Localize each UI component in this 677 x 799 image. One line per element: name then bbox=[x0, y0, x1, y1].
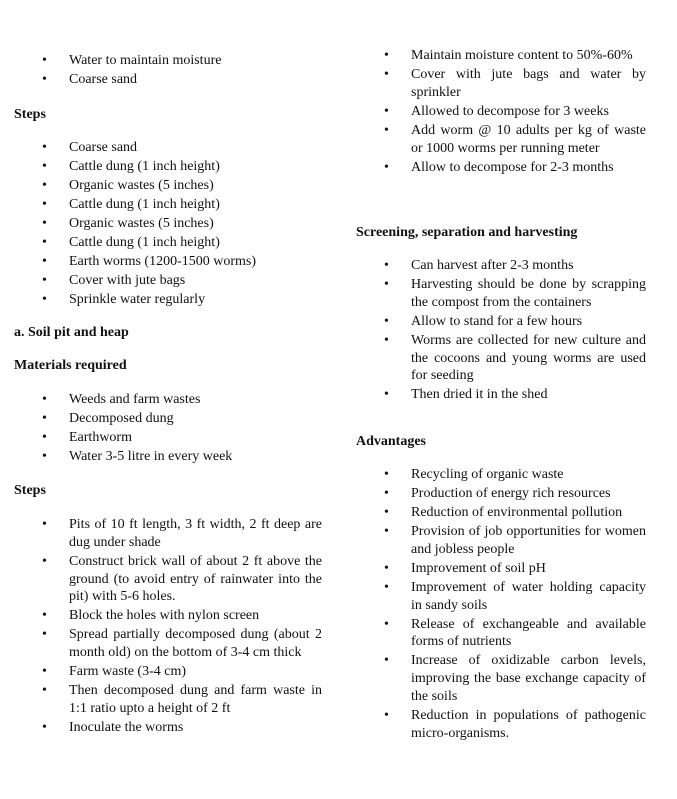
list-item: • Allow to decompose for 2-3 months bbox=[356, 159, 646, 177]
list-item: • Then dried it in the shed bbox=[356, 386, 646, 404]
list-item: • Earth worms (1200-1500 worms) bbox=[14, 253, 322, 271]
list-item: • Organic wastes (5 inches) bbox=[14, 177, 322, 195]
list-item: • Recycling of organic waste bbox=[356, 466, 646, 484]
list-item: • Cover with jute bags and water by sprinkler bbox=[356, 66, 646, 102]
list-item: • Inoculate the worms bbox=[14, 719, 322, 737]
list-item: • Coarse sand bbox=[14, 139, 322, 157]
list-item: • Improvement of water holding capacity in sandy soils bbox=[356, 579, 646, 615]
list-item: • Spread partially decomposed dung (about 2 month old) on the bottom of 3-4 cm thick bbox=[14, 626, 322, 662]
bullet-list bbox=[14, 139, 322, 310]
list-item: • Worms are collected for new culture and the cocoons and young worms are used for seeding bbox=[356, 332, 646, 385]
list-item: • Water to maintain moisture bbox=[14, 52, 322, 70]
bullet-list bbox=[14, 391, 322, 467]
list-item: • Allow to stand for a few hours bbox=[356, 313, 646, 331]
list-item: • Can harvest after 2-3 months bbox=[356, 257, 646, 275]
bullet-list bbox=[356, 466, 646, 744]
list-item: • Cattle dung (1 inch height) bbox=[14, 158, 322, 176]
heading-materials: Materials required bbox=[14, 358, 127, 373]
list-item: • Cover with jute bags bbox=[14, 272, 322, 290]
list-item: • Increase of oxidizable carbon levels, improving the base exchange capacity of the soils bbox=[356, 652, 646, 705]
list-item: • Provision of job opportunities for women and jobless people bbox=[356, 523, 646, 559]
list-item: • Reduction of environmental pollution bbox=[356, 504, 646, 522]
list-item: • Cattle dung (1 inch height) bbox=[14, 234, 322, 252]
bullet-list bbox=[356, 47, 646, 178]
list-item: • Then decomposed dung and farm waste in 1:1 ratio upto a height of 2 ft bbox=[14, 682, 322, 718]
heading-advantages: Advantages bbox=[356, 434, 427, 449]
bullet-list bbox=[14, 52, 322, 90]
list-item: • Sprinkle water regularly bbox=[14, 291, 322, 309]
list-item: • Weeds and farm wastes bbox=[14, 391, 322, 409]
heading-steps: Steps bbox=[14, 107, 46, 122]
list-item: • Cattle dung (1 inch height) bbox=[14, 196, 322, 214]
heading-steps: Steps bbox=[14, 483, 46, 498]
list-item: • Organic wastes (5 inches) bbox=[14, 215, 322, 233]
list-item: • Decomposed dung bbox=[14, 410, 322, 428]
list-item: • Earthworm bbox=[14, 429, 322, 447]
list-item: • Harvesting should be done by scrapping the compost from the containers bbox=[356, 276, 646, 312]
heading-screening: Screening, separation and harvesting bbox=[356, 225, 578, 240]
bullet-list bbox=[14, 516, 322, 738]
list-item: • Improvement of soil pH bbox=[356, 560, 646, 578]
list-item: • Water 3-5 litre in every week bbox=[14, 448, 322, 466]
list-item: • Pits of 10 ft length, 3 ft width, 2 ft deep are dug under shade bbox=[14, 516, 322, 552]
list-item: • Block the holes with nylon screen bbox=[14, 607, 322, 625]
list-item: • Production of energy rich resources bbox=[356, 485, 646, 503]
list-item: • Construct brick wall of about 2 ft above the ground (to avoid entry of rainwater into the pit) with 5-6 holes. bbox=[14, 553, 322, 606]
list-item: • Coarse sand bbox=[14, 71, 322, 89]
list-item: • Release of exchangeable and available forms of nutrients bbox=[356, 616, 646, 652]
bullet-list bbox=[356, 257, 646, 405]
list-item: • Allowed to decompose for 3 weeks bbox=[356, 103, 646, 121]
list-item: • Add worm @ 10 adults per kg of waste or 1000 worms per running meter bbox=[356, 122, 646, 158]
list-item: • Reduction in populations of pathogenic micro-organisms. bbox=[356, 707, 646, 743]
list-item: • Maintain moisture content to 50%-60% bbox=[356, 47, 646, 65]
heading-soil-pit: a. Soil pit and heap bbox=[14, 325, 129, 340]
list-item: • Farm waste (3-4 cm) bbox=[14, 663, 322, 681]
